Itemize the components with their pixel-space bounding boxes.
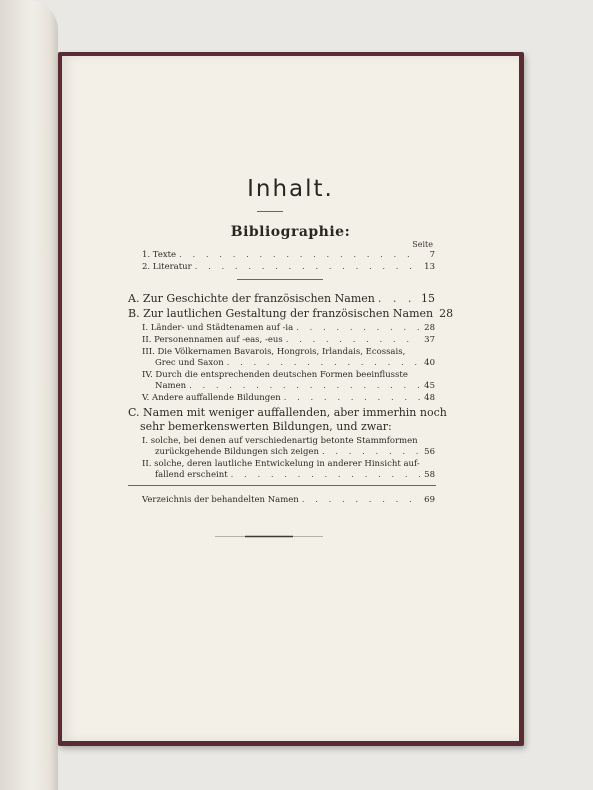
leader-dots [322, 447, 420, 457]
toc-entry-label: fallend erscheint [155, 470, 228, 480]
toc-entry-label: 1. Texte [142, 250, 177, 260]
toc-entry-label: III. Die Völkernamen Bavarois, Hongrois, Irlandais, Ecossais, [142, 347, 406, 357]
leader-dots [378, 292, 418, 305]
toc-entry-label: Namen [155, 381, 187, 391]
toc-entry-page: 69 [424, 495, 435, 505]
toc-entry [142, 335, 435, 345]
toc-entry-page: 48 [424, 393, 435, 403]
toc-section-label: A. Zur Geschichte der französischen Namen [128, 292, 375, 305]
toc-entry [142, 323, 435, 333]
toc-entry-label: IV. Durch die entsprechenden deutschen Formen beeinflusste [142, 370, 408, 380]
toc-entry-label: V. Andere auffallende Bildungen [142, 393, 281, 403]
toc-entry-label: 2. Literatur [142, 262, 192, 272]
page-title: Inhalt. [247, 176, 334, 202]
toc-section-label: sehr bemerkenswerten Bildungen, und zwar: [140, 420, 392, 433]
leader-dots [286, 335, 420, 345]
section-divider [128, 485, 436, 486]
toc-entry-page: 56 [424, 447, 435, 457]
leader-dots [302, 495, 420, 505]
section-heading: Bibliographie: [230, 224, 351, 240]
page-column-label: Seite [412, 240, 433, 249]
toc-section-label: B. Zur lautlichen Gestaltung der französischen Namen [128, 307, 434, 320]
ornament-divider [215, 535, 323, 538]
leader-dots [227, 358, 420, 368]
toc-entry-page: 37 [424, 335, 435, 345]
toc-entry-label: I. solche, bei denen auf verschiedenartig betonte Stammformen [142, 436, 418, 446]
toc-entry-label: II. solche, deren lautliche Entwickelung in anderer Hinsicht auf- [142, 459, 420, 469]
toc-entry [142, 262, 435, 272]
toc-section [128, 307, 454, 320]
toc-entry [142, 393, 435, 403]
toc-entry-page: 7 [429, 250, 435, 260]
toc-entry [155, 381, 435, 391]
toc-entry-label: II. Personennamen auf -eas, -eus [142, 335, 283, 345]
toc-section [128, 292, 435, 305]
page [62, 56, 519, 741]
leader-dots [179, 250, 420, 260]
toc-entry-page: 40 [424, 358, 435, 368]
leader-dots [189, 381, 420, 391]
leader-dots [231, 470, 420, 480]
leader-dots [284, 393, 420, 403]
toc-entry-page: 45 [424, 381, 435, 391]
toc-section-page: 15 [421, 292, 435, 305]
leader-dots [296, 323, 420, 333]
leader-dots [195, 262, 420, 272]
toc-entry [142, 250, 435, 260]
title-divider [257, 211, 283, 212]
table-of-contents [62, 56, 519, 741]
toc-entry [155, 470, 435, 480]
toc-section-page: 28 [439, 307, 454, 320]
toc-entry-label: Verzeichnis der behandelten Namen [142, 495, 299, 505]
toc-entry-page: 28 [424, 323, 435, 333]
toc-entry [155, 358, 435, 368]
toc-entry [155, 447, 435, 457]
toc-section-label: C. Namen mit weniger auffallenden, aber immerhin noch [128, 406, 447, 419]
toc-entry-label: zurückgehende Bildungen sich zeigen [155, 447, 319, 457]
toc-entry-label: I. Länder- und Städtenamen auf -ia [142, 323, 294, 333]
left-page [0, 0, 58, 790]
section-divider [237, 279, 323, 280]
toc-entry-label: Grec und Saxon [155, 358, 224, 368]
toc-entry-page: 13 [424, 262, 435, 272]
toc-entry-page: 58 [424, 470, 435, 480]
toc-entry [142, 495, 435, 505]
